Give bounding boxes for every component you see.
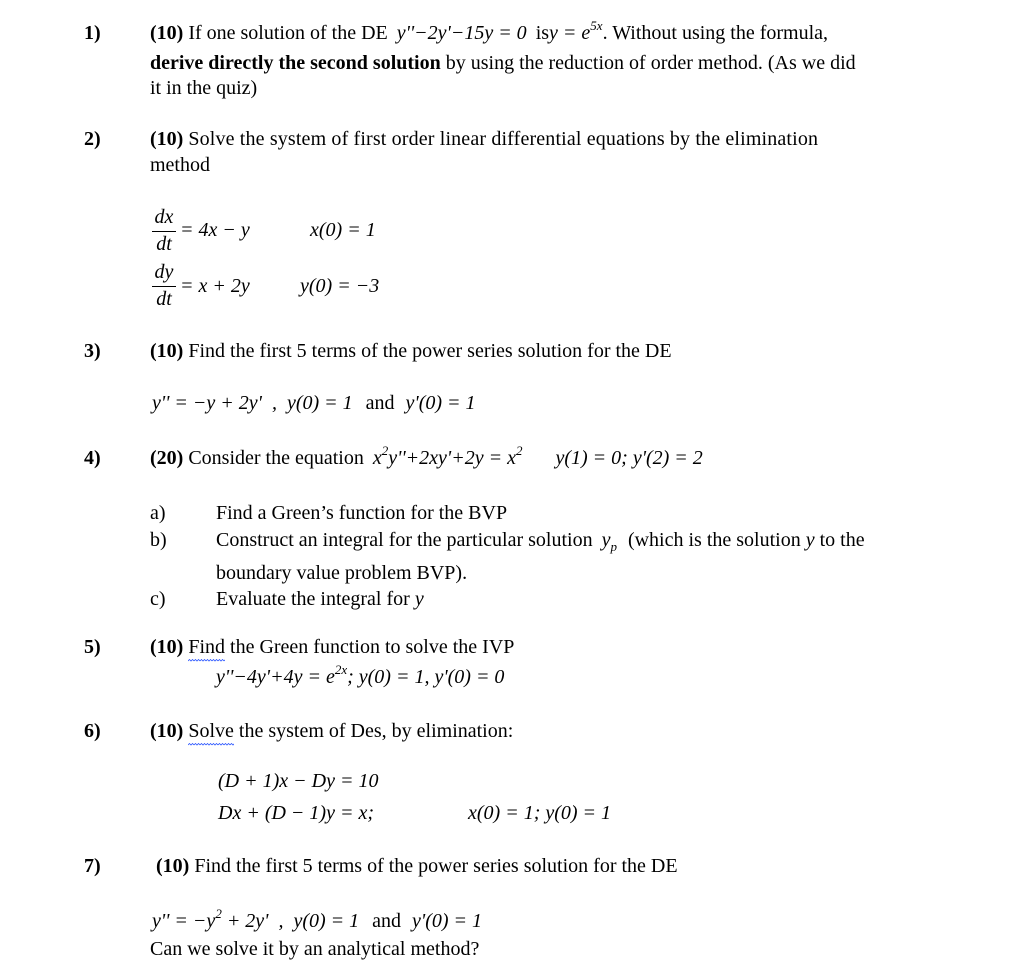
- problem-3-points: (10): [150, 340, 184, 362]
- problem-1-lead: If one solution of the DE: [188, 22, 388, 44]
- problem-7-text: Find the first 5 terms of the power series solution for the DE: [194, 855, 678, 877]
- problem-1-is: is: [535, 22, 550, 44]
- problem-7-question: Can we solve it by an analytical method?: [150, 938, 480, 960]
- problem-4-part-b-text-1: Construct an integral for the particular solution: [216, 529, 593, 551]
- problem-4-part-c-text: Evaluate the integral for y: [216, 588, 424, 610]
- problem-7-de: $y'' = -y^2 + 2y'$ , y(0) = 1: [152, 906, 360, 932]
- problem-1-line-2: [150, 50, 856, 76]
- problem-2-text: Solve the system of first order linear differential equations by the elimination: [188, 128, 819, 150]
- problem-1-tail-2: by using the reduction of order method. (As we did: [445, 52, 856, 74]
- problem-4-points: (20): [150, 447, 184, 469]
- problem-2-number: 2): [84, 128, 101, 150]
- problem-1-points: (10): [150, 22, 184, 44]
- problem-3-de: y'' = −y + 2y' , y(0) = 1: [152, 392, 353, 414]
- problem-1-de: y''−2y'−15y = 0: [396, 22, 527, 44]
- problem-7-points: (10): [156, 855, 190, 877]
- problem-4-part-b-text-2: (which is the solution: [627, 529, 801, 551]
- problem-4-part-b-line-1: [216, 527, 865, 553]
- problem-1-line-1: [150, 20, 828, 46]
- eq2-denominator: dt: [156, 288, 172, 310]
- problem-7-line-1: [156, 853, 678, 879]
- problem-4-part-a-label: a): [150, 502, 166, 524]
- problem-3-ic: y'(0) = 1: [405, 392, 476, 414]
- problem-5-number: 5): [84, 636, 101, 658]
- problem-4-part-c-label: c): [150, 588, 166, 610]
- problem-2-line-1: [150, 126, 818, 152]
- problem-3-number: 3): [84, 340, 101, 362]
- problem-7-number: 7): [84, 855, 101, 877]
- problem-6-equation-2: Dx + (D − 1)y = x;: [218, 802, 374, 824]
- problem-4-part-c-y: y: [414, 588, 424, 610]
- problem-4-part-b-text-3: to the: [819, 529, 865, 551]
- eq2-numerator: dy: [154, 261, 174, 283]
- eq1-numerator: dx: [154, 206, 174, 228]
- eq1-initial-condition: x(0) = 1: [310, 219, 376, 241]
- problem-6-points: (10): [150, 720, 184, 742]
- problem-4-part-b-y: y: [805, 529, 815, 551]
- problem-4-text: Consider the equation: [188, 447, 364, 469]
- problem-3-line-1: [150, 338, 672, 364]
- problem-7-ic: y'(0) = 1: [412, 910, 483, 932]
- problem-1-bold-phrase: derive directly the second solution: [150, 52, 441, 74]
- problem-4-boundary-conditions: y(1) = 0; y'(2) = 2: [555, 447, 703, 469]
- problem-6-line-1: [150, 718, 513, 746]
- eq1-rhs: = 4x − y: [180, 219, 250, 241]
- problem-6-solve-spellcheck: Solve: [188, 718, 234, 746]
- problem-4-number: 4): [84, 447, 101, 469]
- problem-5-text: the Green function to solve the IVP: [230, 636, 515, 658]
- problem-6-number: 6): [84, 720, 101, 742]
- problem-6-text: the system of Des, by elimination:: [238, 720, 514, 742]
- problem-6-initial-conditions: x(0) = 1; y(0) = 1: [468, 802, 612, 824]
- problem-7-and: and: [372, 910, 402, 932]
- problem-6-equation-1: (D + 1)x − Dy = 10: [218, 770, 379, 792]
- problem-1-line-3: it in the quiz): [150, 77, 258, 99]
- problem-1-sol: $y = e^{5x}$: [549, 18, 603, 44]
- problem-2-points: (10): [150, 128, 184, 150]
- problem-5-equation: $y''-4y'+4y = e^{2x}$; y(0) = 1, y'(0) = 0: [216, 662, 505, 688]
- problem-1-tail-1: . Without using the formula,: [602, 22, 829, 44]
- problem-5-find-spellcheck: Find: [188, 634, 225, 662]
- problem-3-text: Find the first 5 terms of the power series solution for the DE: [188, 340, 672, 362]
- problem-7-equation: [152, 908, 482, 934]
- problem-1-number: 1): [84, 22, 101, 44]
- problem-4-line-1: [150, 445, 703, 471]
- problem-4-yp: $y_p$: [601, 529, 617, 554]
- problem-4-part-a-text: Find a Green’s function for the BVP: [216, 502, 508, 524]
- eq1-denominator: dt: [156, 233, 172, 255]
- problem-2-line-2: method: [150, 154, 210, 176]
- problem-4-part-b-line-2: boundary value problem BVP).: [216, 562, 468, 584]
- problem-4-equation: $x^2y''+2xy'+2y = x^2$: [372, 443, 523, 469]
- eq2-rhs: = x + 2y: [180, 275, 250, 297]
- problem-4-part-b-label: b): [150, 529, 167, 551]
- problem-3-and: and: [365, 392, 395, 414]
- problem-5-points: (10): [150, 636, 184, 658]
- problem-5-line-1: [150, 634, 514, 662]
- problem-3-equation: [152, 390, 476, 416]
- eq2-initial-condition: y(0) = −3: [300, 275, 380, 297]
